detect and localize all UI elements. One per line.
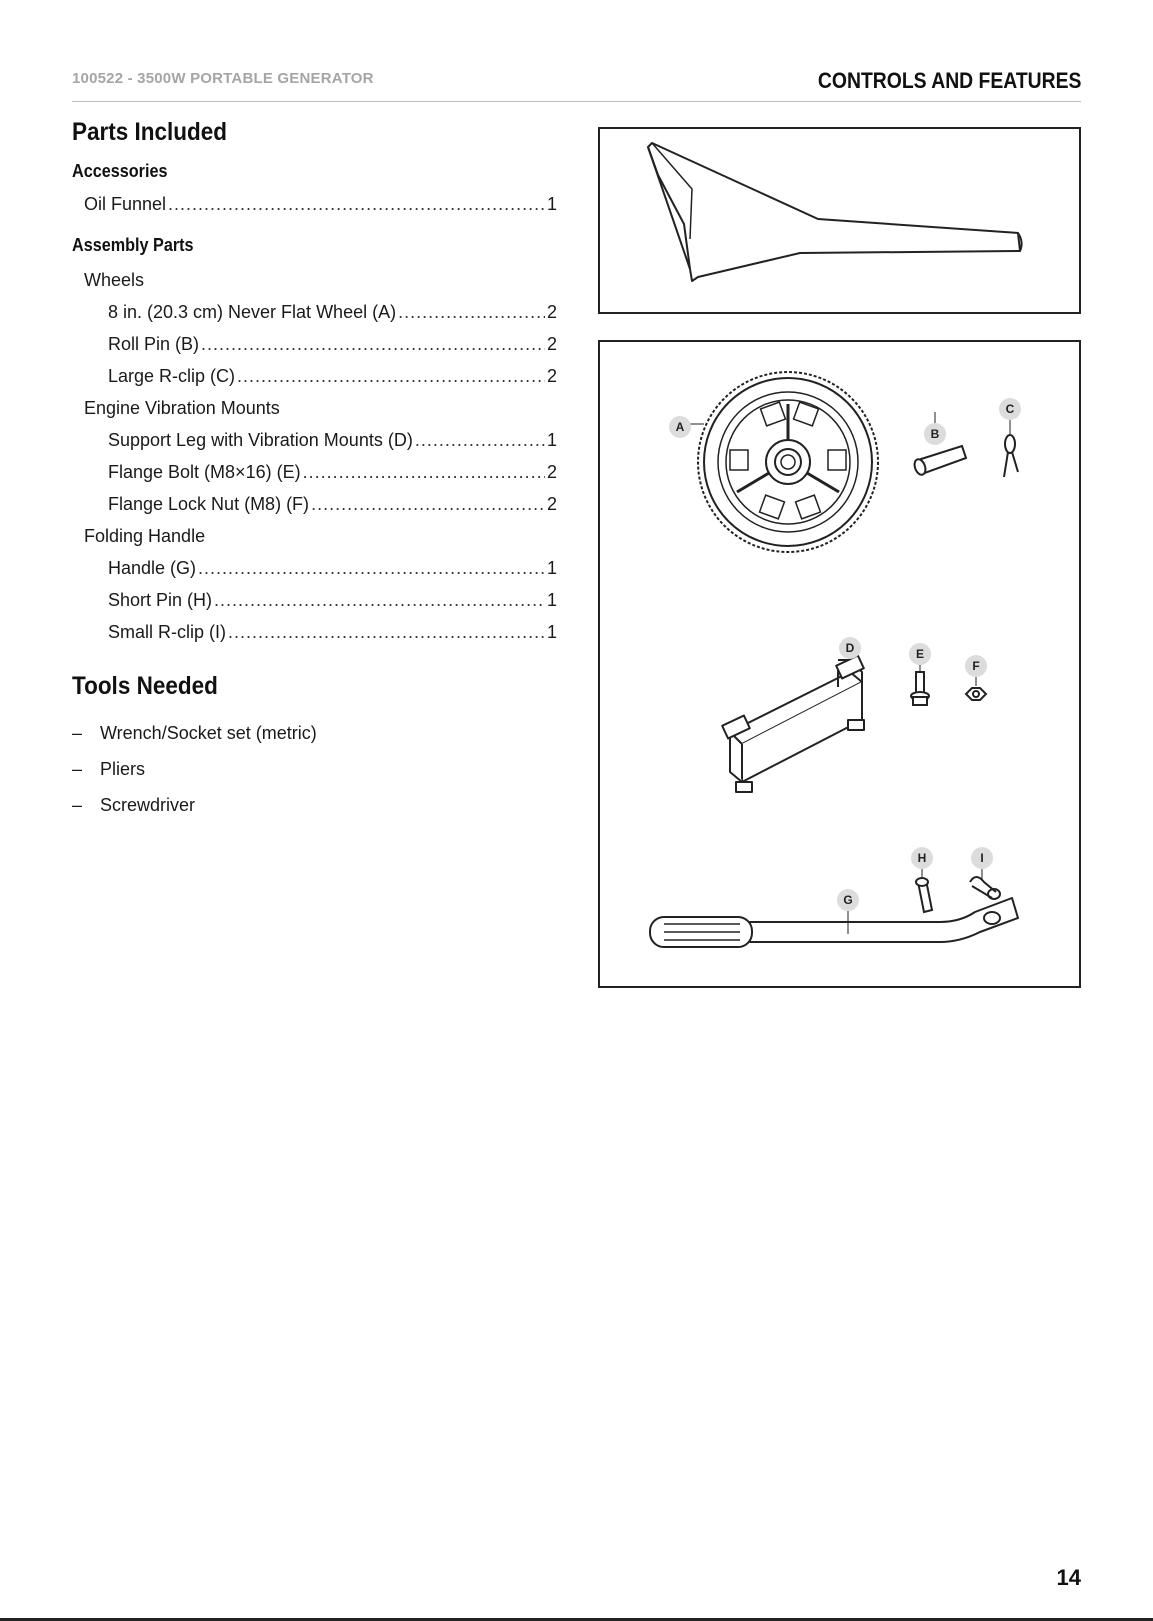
page-number: 14 xyxy=(1056,1565,1081,1590)
part-quantity: 2 xyxy=(546,366,557,386)
part-quantity: 1 xyxy=(546,622,557,642)
callout-e xyxy=(909,643,931,665)
group-heading-engine-vibration-mounts: Engine Vibration Mounts xyxy=(84,398,280,418)
list-item xyxy=(72,360,557,392)
assembly-parts-illustration xyxy=(600,342,1079,986)
parts-list-column xyxy=(72,118,557,823)
callout-b-label: B xyxy=(930,427,940,441)
callout-d-label: D xyxy=(845,641,855,655)
tool-name: Wrench/Socket set (metric) xyxy=(100,723,317,743)
list-item xyxy=(72,715,557,751)
dot-leader xyxy=(214,584,545,616)
list-dash: – xyxy=(72,723,83,743)
callout-f-label: F xyxy=(972,659,980,673)
list-item xyxy=(72,751,557,787)
list-item xyxy=(72,296,557,328)
part-name: Large R-clip (C) xyxy=(108,366,236,386)
callout-i-label: I xyxy=(980,851,984,865)
callout-h-label: H xyxy=(917,851,927,865)
part-quantity: 1 xyxy=(546,590,557,610)
document-model-title: 100522 - 3500W PORTABLE GENERATOR xyxy=(72,70,374,87)
part-name: Support Leg with Vibration Mounts (D) xyxy=(108,430,413,450)
callout-c xyxy=(999,398,1021,420)
dot-leader xyxy=(303,456,545,488)
part-name: 8 in. (20.3 cm) Never Flat Wheel (A) xyxy=(108,302,397,322)
part-name: Handle (G) xyxy=(108,558,197,578)
dot-leader xyxy=(228,616,545,648)
group-heading-wheels: Wheels xyxy=(84,270,145,290)
part-name: Oil Funnel xyxy=(84,194,167,214)
list-dash: – xyxy=(72,795,83,815)
oil-funnel-illustration xyxy=(600,129,1079,312)
list-item xyxy=(72,787,557,823)
part-name: Flange Bolt (M8×16) (E) xyxy=(108,462,301,482)
assembly-parts-figure xyxy=(598,340,1081,988)
part-quantity: 1 xyxy=(546,194,557,214)
tool-name: Screwdriver xyxy=(100,795,196,815)
handle-illustration xyxy=(650,898,1018,947)
support-leg-illustration xyxy=(722,637,864,792)
dot-leader xyxy=(201,328,545,360)
callout-a-label: A xyxy=(675,420,685,434)
list-item xyxy=(72,488,557,520)
callout-g xyxy=(837,889,859,911)
list-item xyxy=(72,328,557,360)
dot-leader xyxy=(398,296,545,328)
callout-i xyxy=(971,847,993,869)
list-item xyxy=(72,424,557,456)
dot-leader xyxy=(311,488,545,520)
callout-a xyxy=(669,416,691,438)
tools-needed-title: Tools Needed xyxy=(72,672,218,700)
part-quantity: 2 xyxy=(546,334,557,354)
dot-leader xyxy=(198,552,545,584)
parts-included-title: Parts Included xyxy=(72,118,228,146)
part-quantity: 2 xyxy=(546,494,557,514)
accessories-heading: Accessories xyxy=(72,161,168,181)
wheel-illustration xyxy=(682,372,878,552)
callout-g-label: G xyxy=(843,893,853,907)
list-dash: – xyxy=(72,759,83,779)
large-r-clip-illustration xyxy=(1004,412,1018,477)
callout-d xyxy=(839,637,861,659)
header-divider xyxy=(72,101,1081,102)
callout-c-label: C xyxy=(1005,402,1015,416)
callout-b xyxy=(924,423,946,445)
list-item xyxy=(72,616,557,648)
part-name: Short Pin (H) xyxy=(108,590,213,610)
list-item xyxy=(72,584,557,616)
oil-funnel-figure xyxy=(598,127,1081,314)
tools-list xyxy=(72,715,557,823)
tool-name: Pliers xyxy=(100,759,146,779)
section-title-header: CONTROLS AND FEATURES xyxy=(817,68,1081,93)
part-quantity: 1 xyxy=(546,558,557,578)
dot-leader xyxy=(168,188,545,220)
part-quantity: 1 xyxy=(546,430,557,450)
part-quantity: 2 xyxy=(546,462,557,482)
part-name: Small R-clip (I) xyxy=(108,622,227,642)
part-quantity: 2 xyxy=(546,302,557,322)
callout-h xyxy=(911,847,933,869)
group-heading-folding-handle: Folding Handle xyxy=(84,526,206,546)
part-name: Roll Pin (B) xyxy=(108,334,200,354)
dot-leader xyxy=(415,424,545,456)
callout-f xyxy=(965,655,987,677)
callout-e-label: E xyxy=(915,647,925,661)
part-name: Flange Lock Nut (M8) (F) xyxy=(108,494,310,514)
list-item xyxy=(72,456,557,488)
assembly-parts-heading: Assembly Parts xyxy=(72,235,194,255)
list-item xyxy=(72,552,557,584)
dot-leader xyxy=(237,360,545,392)
list-item xyxy=(72,188,557,220)
assembly-parts-list xyxy=(72,264,557,648)
